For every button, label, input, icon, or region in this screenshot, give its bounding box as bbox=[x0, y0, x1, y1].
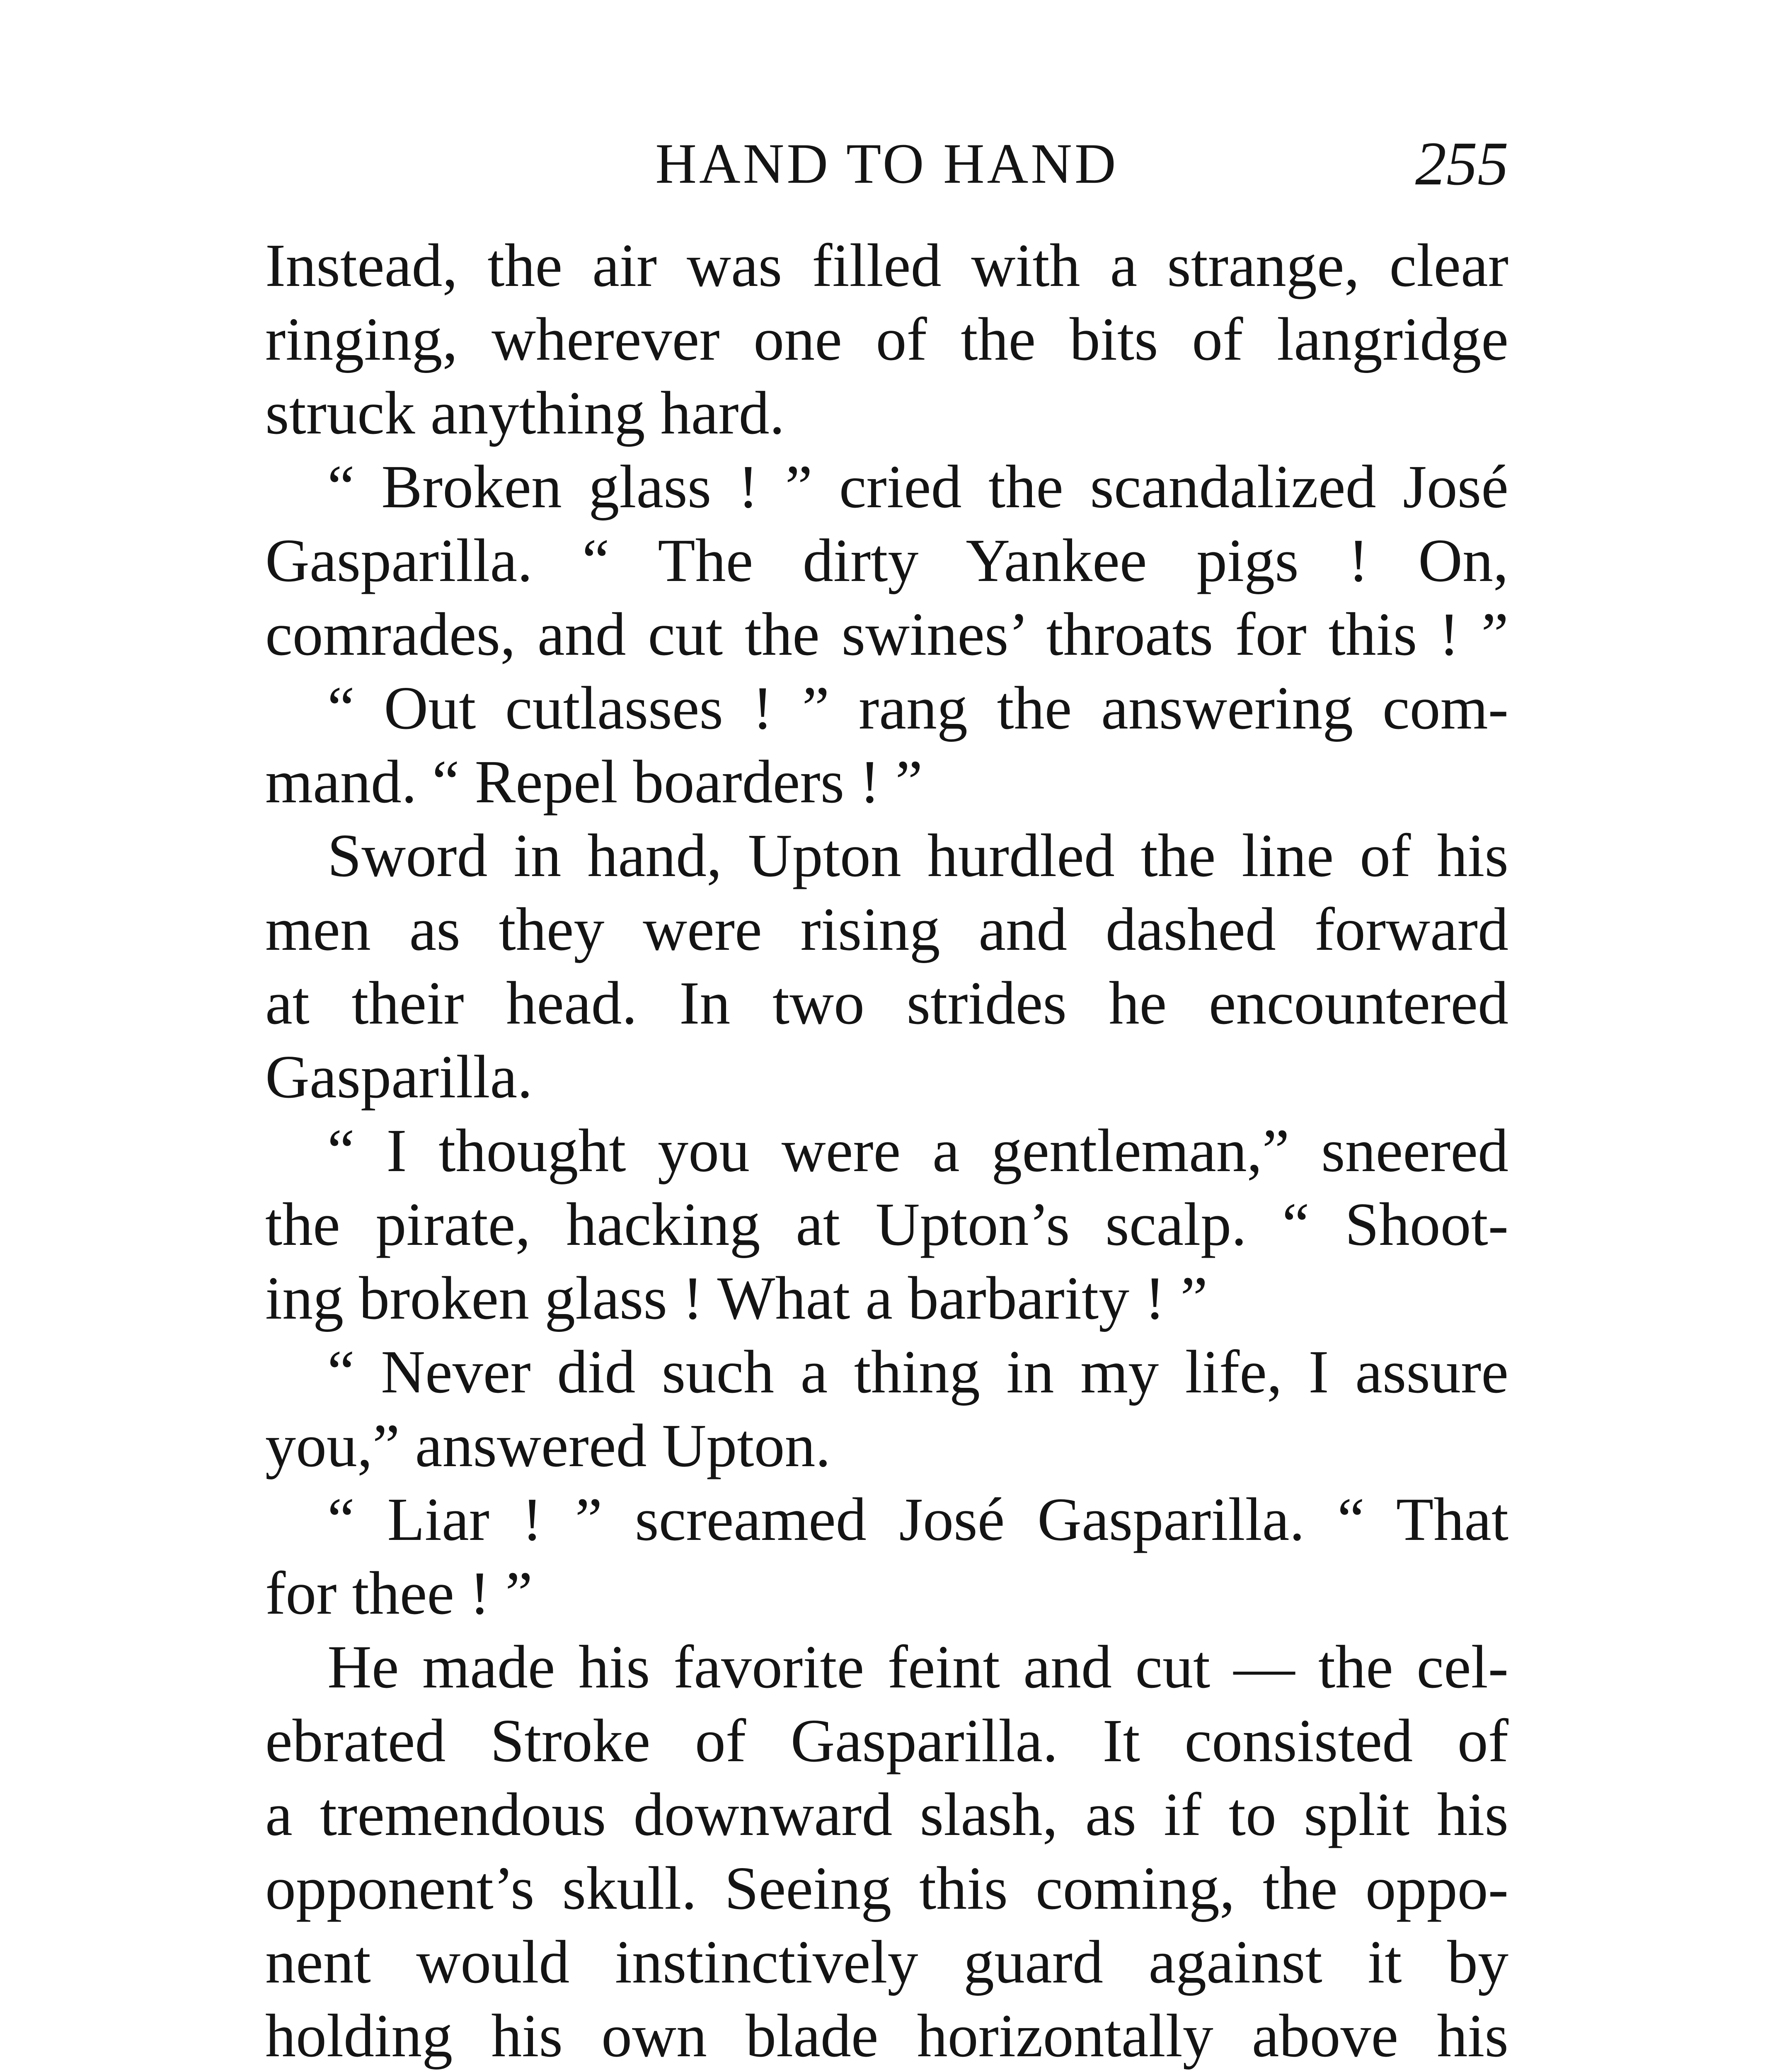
text-line: comrades, and cut the swines’ throats for this ! ” bbox=[265, 600, 1508, 668]
running-title: HAND TO HAND bbox=[655, 132, 1119, 195]
text-line: a tremendous downward slash, as if to split his bbox=[265, 1781, 1508, 1849]
text-line: “ I thought you were a gentleman,” sneered bbox=[327, 1117, 1508, 1185]
text-line: nent would instinctively guard against it by bbox=[265, 1928, 1508, 1996]
text-line: Instead, the air was filled with a strange, clear bbox=[265, 232, 1508, 300]
text-line: at their head. In two strides he encountered bbox=[265, 969, 1508, 1037]
text-line: Gasparilla. “ The dirty Yankee pigs ! On, bbox=[265, 527, 1508, 595]
text-line: for thee ! ” bbox=[265, 1559, 533, 1627]
text-line: opponent’s skull. Seeing this coming, the oppo- bbox=[265, 1854, 1508, 1922]
text-line: “ Never did such a thing in my life, I assure bbox=[327, 1338, 1508, 1406]
text-line: “ Liar ! ” screamed José Gasparilla. “ That bbox=[327, 1486, 1508, 1554]
text-line: ing broken glass ! What a barbarity ! ” bbox=[265, 1264, 1208, 1332]
text-line: “ Broken glass ! ” cried the scandalized José bbox=[327, 453, 1508, 521]
text-line: Sword in hand, Upton hurdled the line of his bbox=[327, 822, 1508, 890]
text-line: He made his favorite feint and cut — the cel- bbox=[327, 1633, 1508, 1701]
text-line: mand. “ Repel boarders ! ” bbox=[265, 748, 923, 816]
text-line: holding his own blade horizontally above his bbox=[265, 2002, 1508, 2070]
text-line: ringing, wherever one of the bits of langridge bbox=[265, 305, 1508, 373]
text-line: men as they were rising and dashed forward bbox=[265, 896, 1508, 963]
text-line: the pirate, hacking at Upton’s scalp. “ Shoot- bbox=[265, 1191, 1508, 1259]
text-line: struck anything hard. bbox=[265, 379, 785, 447]
text-line: “ Out cutlasses ! ” rang the answering com- bbox=[327, 674, 1508, 742]
text-line: ebrated Stroke of Gasparilla. It consisted of bbox=[265, 1707, 1508, 1775]
text-line: Gasparilla. bbox=[265, 1043, 533, 1111]
page-header bbox=[265, 128, 1508, 199]
text-line: you,” answered Upton. bbox=[265, 1412, 831, 1480]
body-text bbox=[265, 229, 1508, 2072]
page-number: 255 bbox=[1415, 129, 1508, 198]
